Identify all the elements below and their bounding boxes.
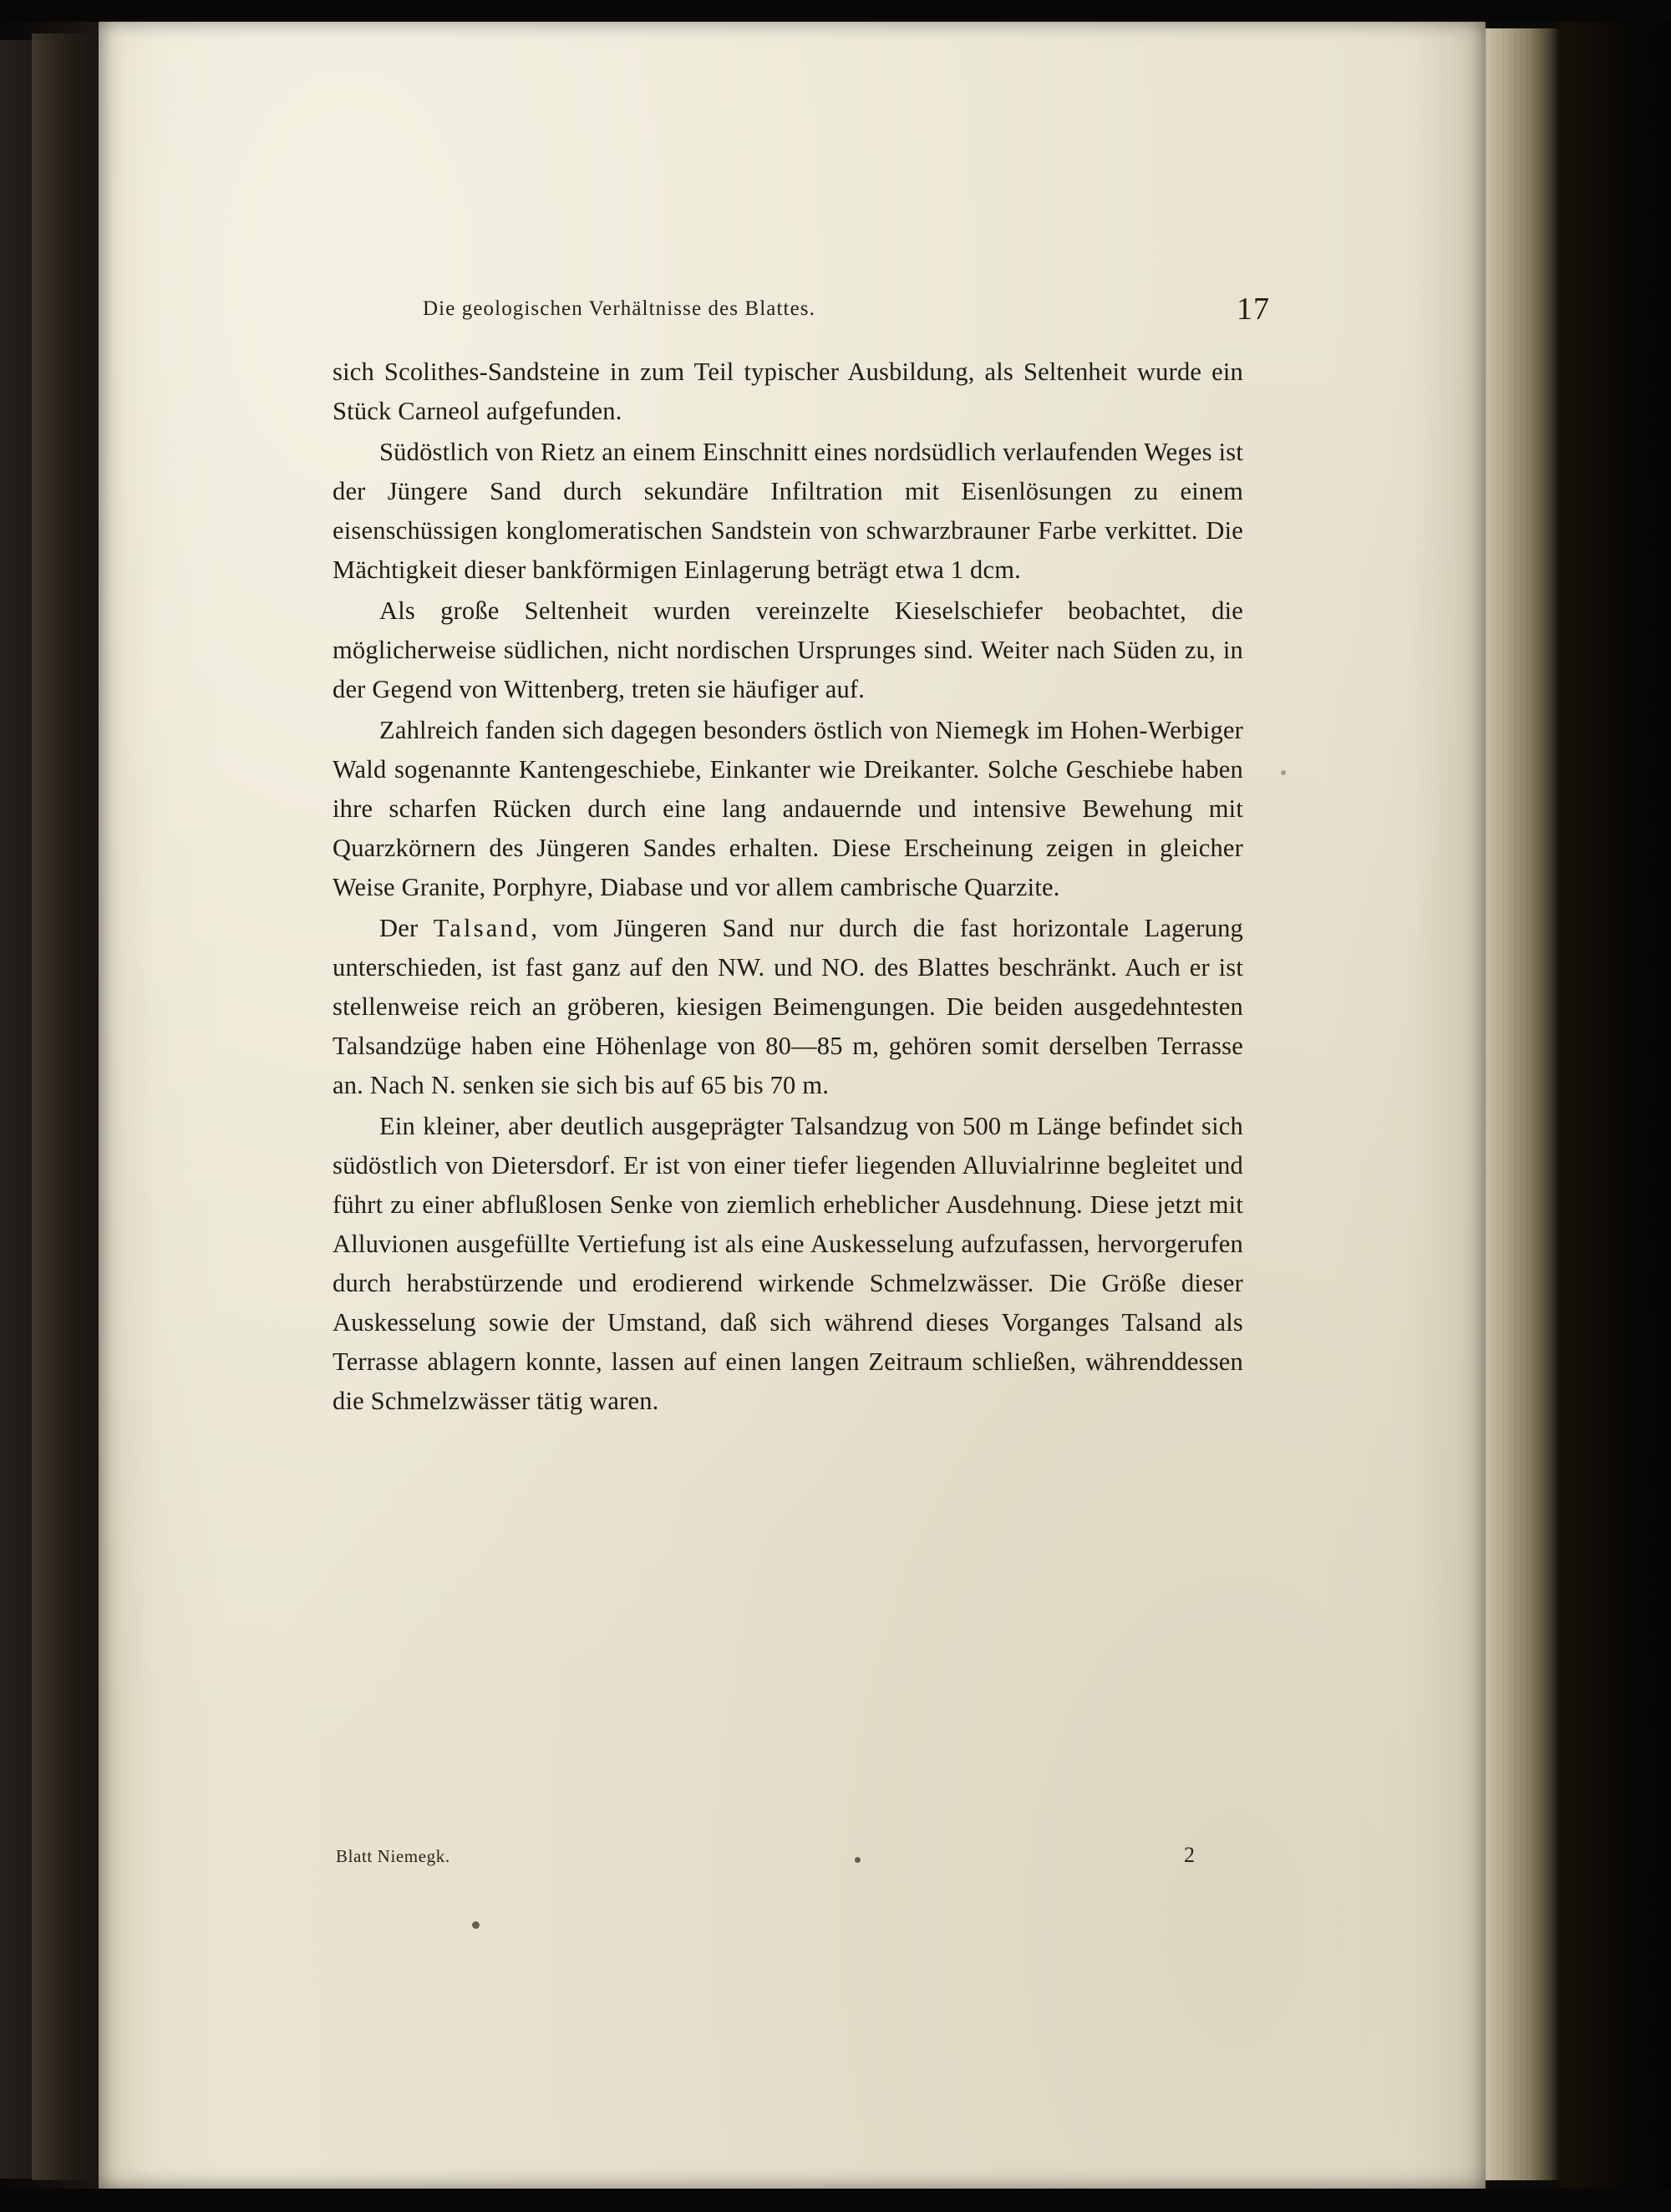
paragraph-talsand — [333, 909, 1243, 1105]
running-head-title: Die geologischen Verhältnisse des Blattes. — [423, 297, 815, 320]
talsand-term: Talsand — [433, 914, 531, 942]
facing-page-sliver — [32, 33, 92, 2180]
colophon-sheet-number: 2 — [1184, 1843, 1195, 1867]
colophon-signature: Blatt Niemegk. — [336, 1846, 450, 1866]
paragraph: sich Scolithes-Sandsteine in zum Teil typischer Ausbildung, als Seltenheit wurde ein Stück Carneol aufgefunden. — [333, 358, 1243, 425]
book-page — [99, 18, 1486, 2190]
text-block — [333, 292, 1270, 1423]
top-dark-margin — [0, 0, 1671, 22]
paper-speck — [855, 1857, 861, 1863]
paragraph: Als große Seltenheit wurden vereinzelte Kieselschiefer beobachtet, die möglicherweise südlichen, nicht nordischen Ursprunges sind. Weiter nach Süden zu, in der Gegend von Wittenberg, treten sie häufiger auf. — [333, 596, 1243, 703]
book-block-page-lines — [1486, 28, 1559, 2180]
colophon — [336, 1843, 1243, 1880]
running-head — [333, 292, 1270, 337]
paragraph: Ein kleiner, aber deutlich ausgeprägter Talsandzug von 500 m Länge befindet sich südöstlich von Dietersdorf. Er ist von einer tiefer liegenden Alluvialrinne begleitet und führt zu einer abflußlosen Senke von ziemlich erheblicher Ausdehnung. Diese jetzt mit Alluvionen ausgefüllte Vertiefung ist als eine Auskesselung aufzufassen, hervorgerufen durch herabstürzende und erodierend wirkende Schmelzwässer. Die Größe dieser Auskesselung sowie der Umstand, daß sich während dieses Vorganges Talsand als Terrasse ablagern konnte, lassen auf einen langen Zeitraum schließen, währenddessen die Schmelzwässer tätig waren. — [333, 1112, 1243, 1415]
talsand-rest: , vom Jüngeren Sand nur durch die fast horizontale Lagerung unterschieden, ist fast ganz auf den NW. und NO. des Blattes beschränkt. Auch er ist stellenweise reich an gröberen, kiesigen Beimengungen. Die beiden ausgedehntesten Talsandzüge haben eine Höhenlage von 80—85 m, gehören somit derselben Terrasse an. Nach N. senken sie sich bis auf 65 bis 70 m. — [333, 914, 1244, 1099]
paper-speck — [1281, 770, 1286, 775]
paragraph: Südöstlich von Rietz an einem Einschnitt eines nordsüdlich verlaufenden Weges ist der Jüngere Sand durch sekundäre Infiltration mit Eisenlösungen zu einem eisenschüssigen konglomeratischen Sandstein von schwarzbrauner Farbe verkittet. Die Mächtigkeit dieser bankförmigen Einlagerung beträgt etwa 1 dcm. — [333, 438, 1243, 584]
talsand-lead-word: Der — [379, 914, 419, 942]
right-dark-margin — [1559, 0, 1671, 2212]
paper-speck — [472, 1921, 480, 1929]
paragraph: Zahlreich fanden sich dagegen besonders östlich von Niemegk im Hohen-Werbiger Wald sogenannte Kantengeschiebe, Einkanter wie Dreikanter. Solche Geschiebe haben ihre scharfen Rücken durch eine lang andauernde und intensive Bewehung mit Quarzkörnern des Jüngeren Sandes erhalten. Diese Erscheinung zeigen in gleicher Weise Granite, Porphyre, Diabase und vor allem cambrische Quarzite. — [333, 716, 1243, 901]
bottom-dark-margin — [0, 2189, 1671, 2212]
page-number: 17 — [1237, 292, 1270, 327]
